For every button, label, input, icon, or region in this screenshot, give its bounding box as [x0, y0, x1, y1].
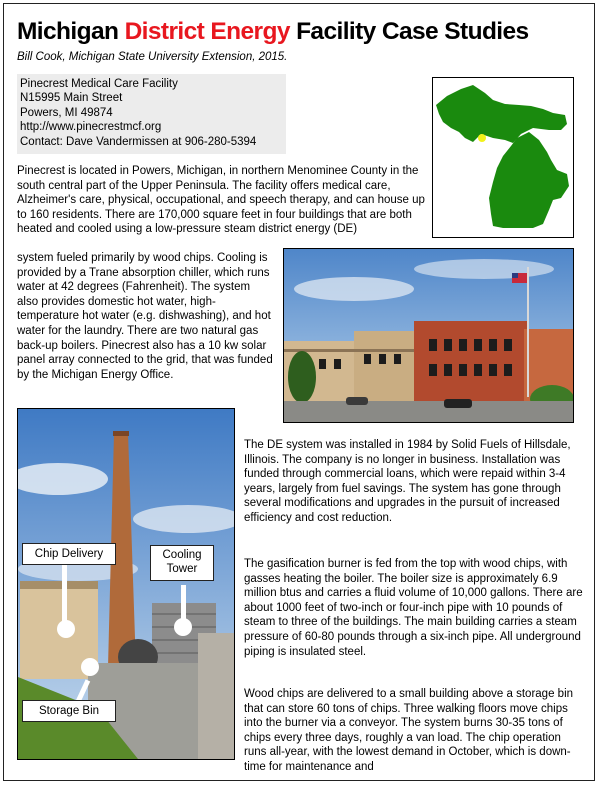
facility-city: Powers, MI 49874 [20, 106, 113, 119]
page-title [17, 18, 529, 46]
cooling-tower-text-2: Tower [166, 563, 198, 575]
burner-paragraph: The gasification burner is fed from the top with wood chips, with gasses heating the boiler. The boiler size is approximately 6.9 million btus and carries a fluid volume of 10,000 gallons. There are about 1000 feet of two-inch or four-inch pipe with 10 pounds of steam to three of the buildings. The main building carries a steam pressure of 60-80 pounds through a six-inch pipe. All underground piping is insulated steel. [244, 558, 583, 658]
upper-peninsula-shape [436, 85, 567, 143]
installation-paragraph: The DE system was installed in 1984 by Solid Fuels of Hillsdale, Illinois. The company is no longer in business. Installation was funded through commercial loans, which were repaid within 3-4 years, largely from fuel savings. The system has gone through several modifications and upgrades in the pursuit of increased efficiency and cost reduction. [244, 439, 571, 524]
title-part-1: Michigan [17, 18, 125, 45]
boiler-plant-photo [17, 408, 235, 760]
lower-peninsula-shape [489, 132, 569, 228]
facility-url[interactable]: http://www.pinecrestmcf.org [20, 121, 162, 134]
contact-box [17, 74, 286, 154]
location-marker [478, 134, 486, 142]
cooling-tower-label [150, 545, 214, 581]
chip-delivery-text: Chip Delivery [34, 548, 104, 560]
michigan-map [432, 77, 574, 238]
facility-contact: Contact: Dave Vandermissen at 906-280-5394 [20, 135, 257, 148]
storage-bin-text: Storage Bin [38, 705, 100, 717]
system-paragraph: system fueled primarily by wood chips. Cooling is provided by a Trane absorption chiller, which runs water at 42 degrees (Fahrenheit). The system also provides domestic hot water, high-temperature hot water (e.g. dishwashing), and hot water for the laundry. There are two natural gas back-up boilers. Pinecrest also has a 10 kw solar panel array connected to the grid, that was funded by the Michigan Energy Office. [17, 252, 273, 381]
cooling-tower-text-1: Cooling [162, 549, 202, 561]
building-photo [283, 248, 574, 423]
storage-bin-label [22, 700, 116, 722]
intro-paragraph: Pinecrest is located in Powers, Michigan, in northern Menominee County in the south central part of the Upper Peninsula. The facility offers medical care, Alzheimer's care, physical, occupational, and speech therapy, and can house up to 160 residents. There are 170,000 square feet in four buildings that are both heated and cooled using a low-pressure steam district energy (DE) [17, 165, 425, 236]
byline: Bill Cook, Michigan State University Extension, 2015. [17, 51, 288, 63]
title-part-3: Facility Case Studies [289, 18, 529, 45]
facility-name: Pinecrest Medical Care Facility [20, 78, 178, 90]
facility-street: N15995 Main Street [20, 92, 123, 105]
wood-chips-paragraph: Wood chips are delivered to a small building above a storage bin that can store 60 tons of chips. Three walking floors move chips into the burner via a conveyor. The system burns 30-35 tons of chips every three days, roughly a van load. The chip operation runs all-year, with the lowest demand in October, which is down-time for maintenance and [244, 688, 574, 773]
title-part-2: District Energy [124, 18, 290, 45]
chip-delivery-label [22, 543, 116, 565]
